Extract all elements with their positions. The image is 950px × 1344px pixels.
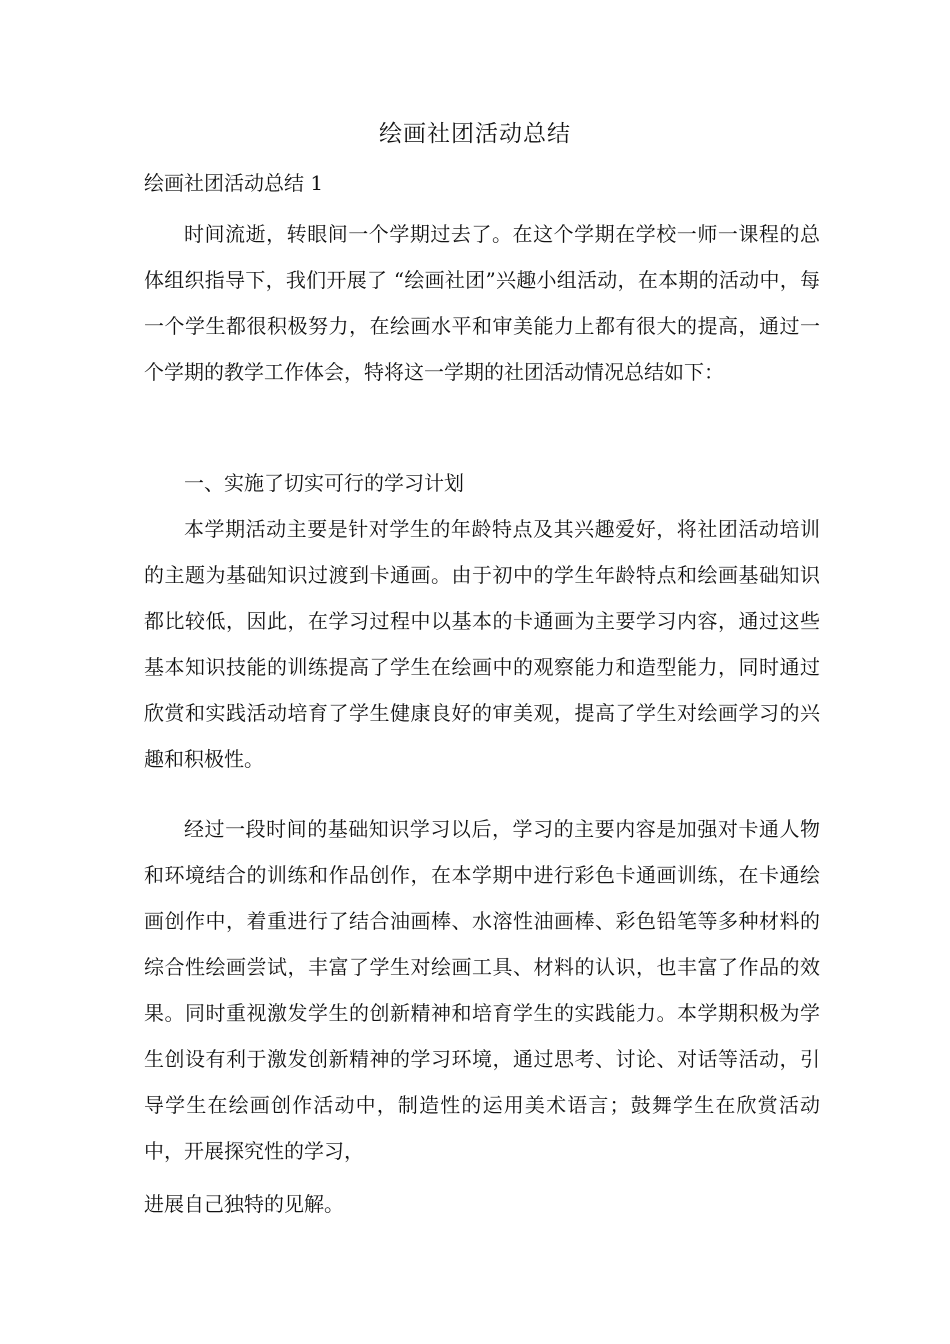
- paragraph-plan: 本学期活动主要是针对学生的年龄特点及其兴趣爱好，将社团活动培训的主题为基础知识过渡到卡通画。由于初中的学生年龄特点和绘画基础知识都比较低，因此，在学习过程中以基本的卡通画为主要学习内容，通过这些基本知识技能的训练提高了学生在绘画中的观察能力和造型能力，同时通过欣赏和实践活动培育了学生健康良好的审美观，提高了学生对绘画学习的兴趣和积极性。: [144, 517, 820, 771]
- document-subtitle: 绘画社团活动总结 1: [144, 171, 324, 195]
- paragraph-intro: 时间流逝，转眼间一个学期过去了。在这个学期在学校一师一课程的总体组织指导下，我们开展了 “绘画社团”兴趣小组活动，在本期的活动中，每一个学生都很积极努力，在绘画水平和审美能力上都有很大的提高，通过一个学期的教学工作体会，特将这一学期的社团活动情况总结如下：: [144, 222, 820, 384]
- section-heading-1: 一、实施了切实可行的学习计划: [184, 471, 464, 495]
- document-title: 绘画社团活动总结: [379, 121, 571, 147]
- paragraph-tail: 进展自己独特的见解。: [144, 1192, 344, 1216]
- paragraph-content: 经过一段时间的基础知识学习以后，学习的主要内容是加强对卡通人物和环境结合的训练和作品创作，在本学期中进行彩色卡通画训练，在卡通绘画创作中，着重进行了结合油画棒、水溶性油画棒、彩色铅笔等多种材料的综合性绘画尝试，丰富了学生对绘画工具、材料的认识，也丰富了作品的效果。同时重视激发学生的创新精神和培育学生的实践能力。本学期积极为学生创设有利于激发创新精神的学习环境，通过思考、讨论、对话等活动，引导学生在绘画创作活动中，制造性的运用美术语言；鼓舞学生在欣赏活动中，开展探究性的学习，: [144, 817, 820, 1163]
